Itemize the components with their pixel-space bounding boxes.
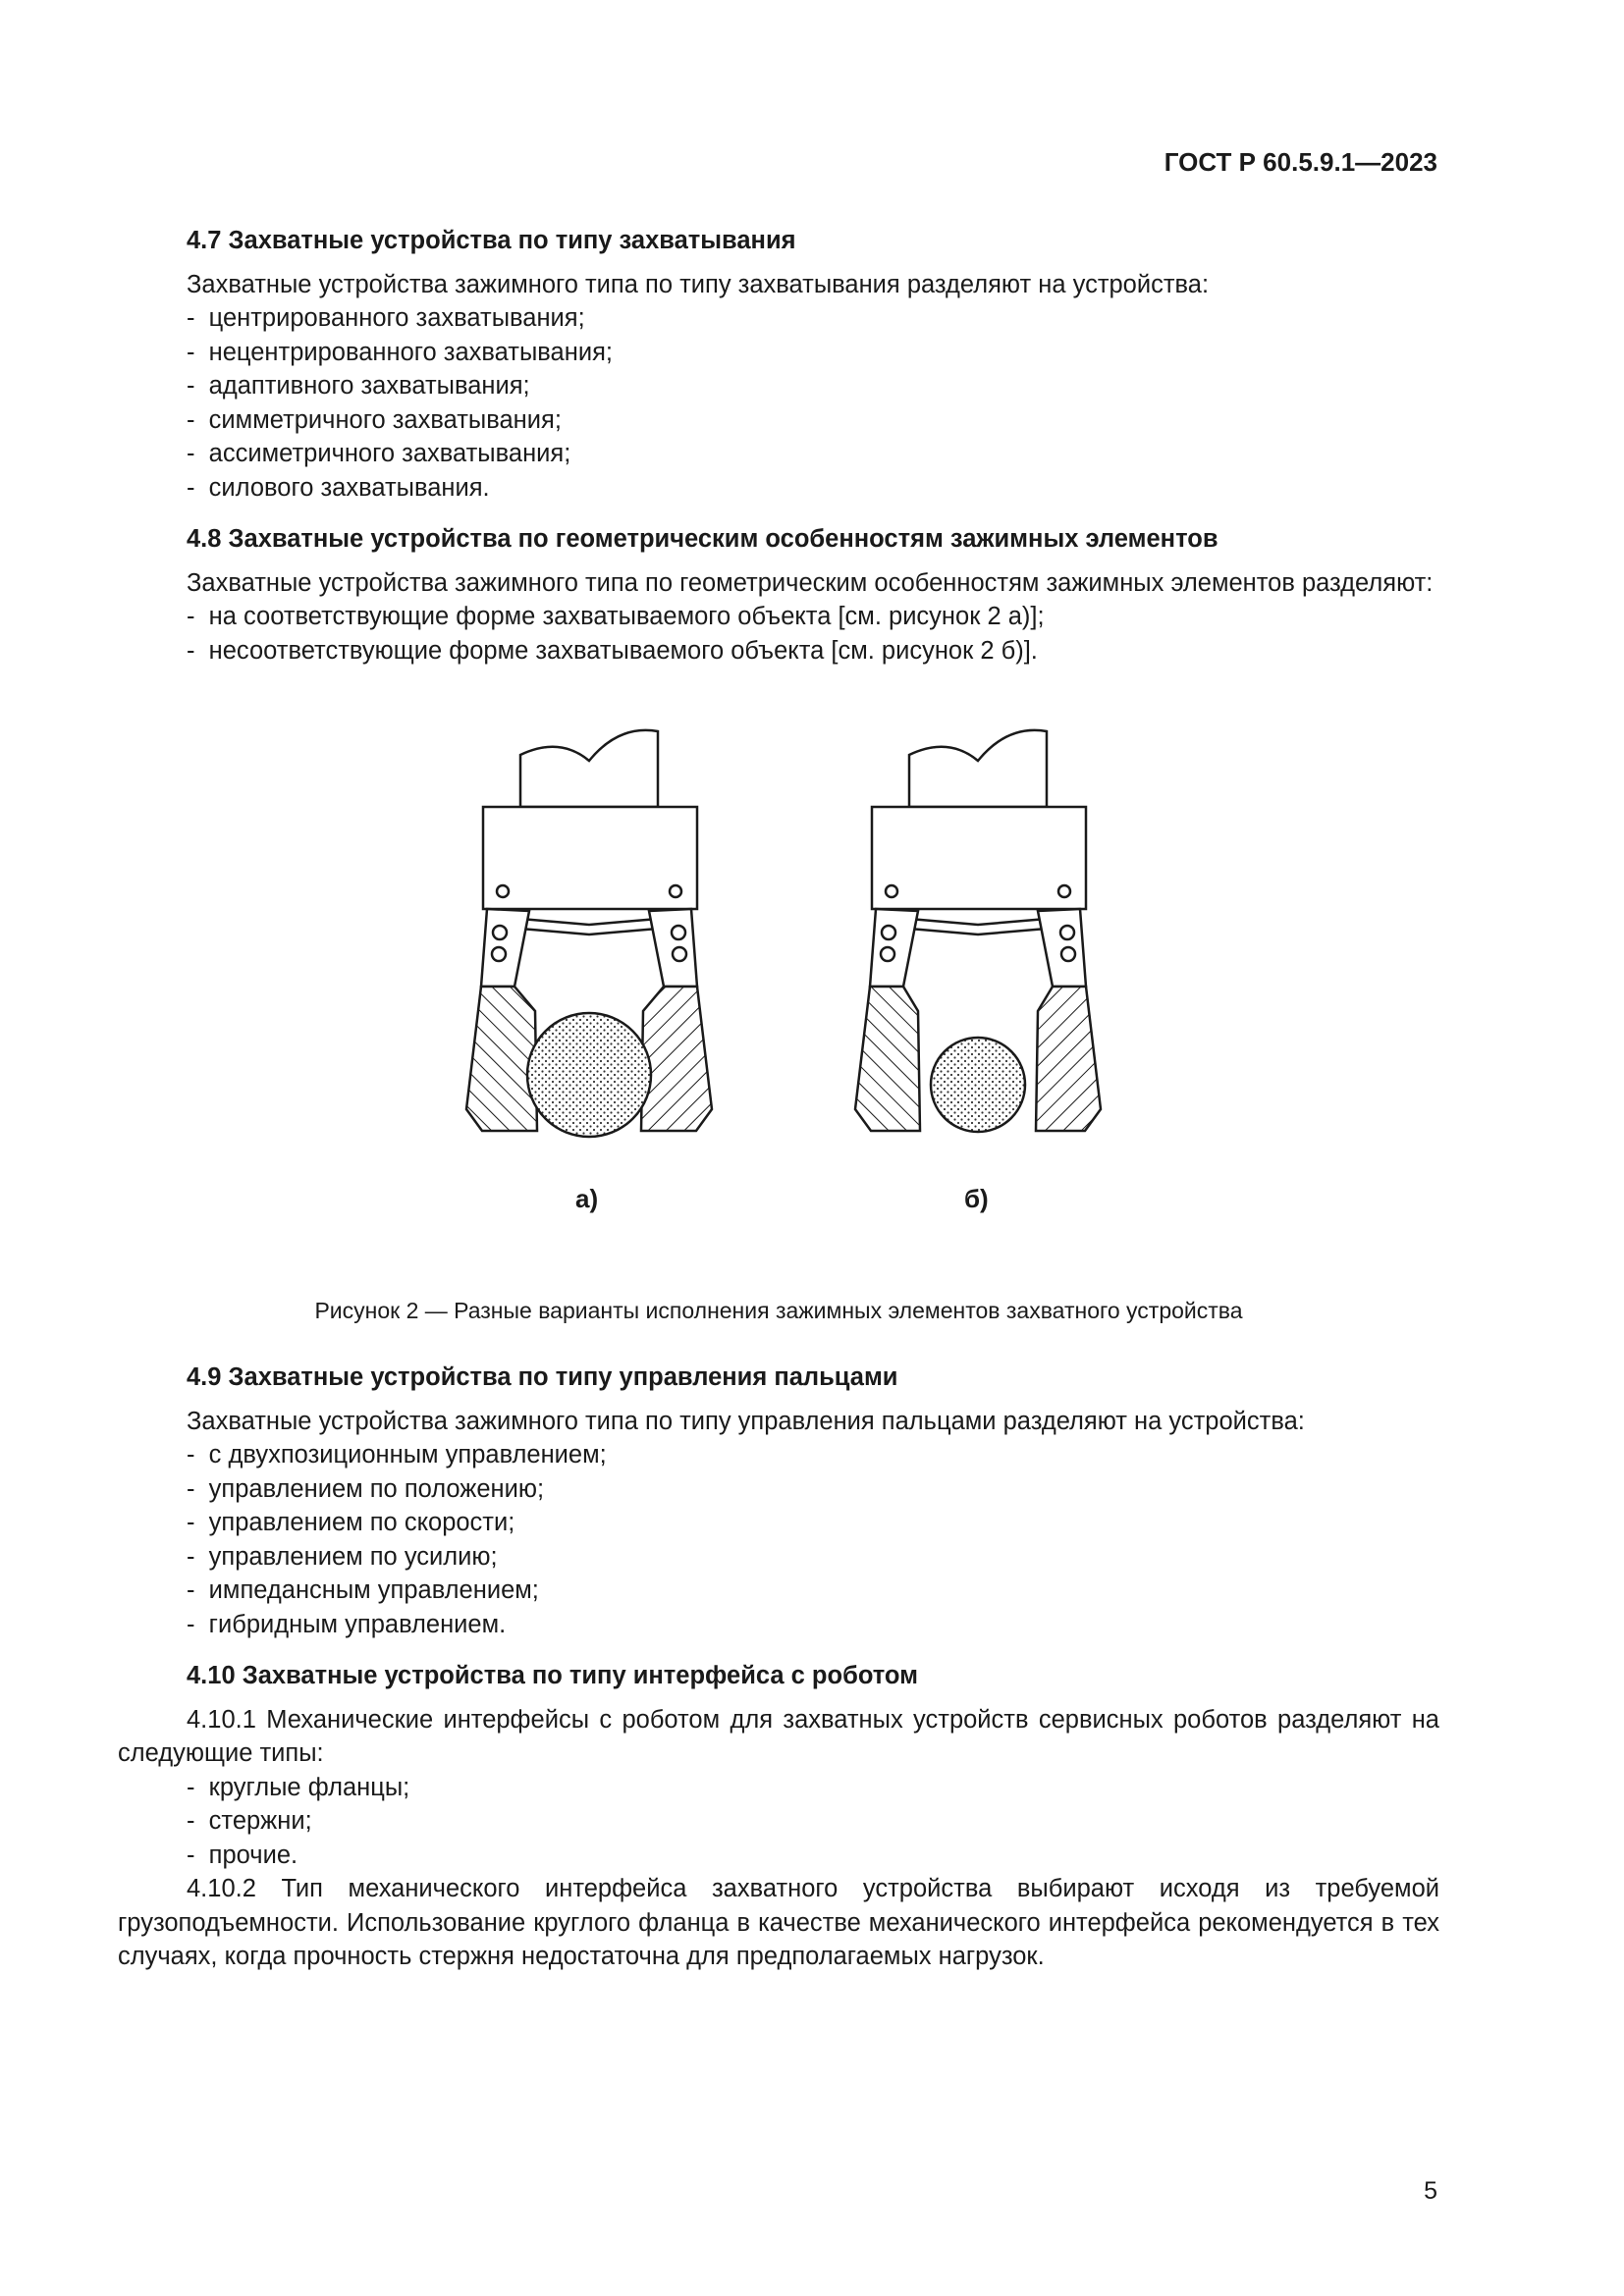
list-item: - адаптивного захватывания; <box>187 369 1439 403</box>
list-item: - на соответствующие форме захватываемого объекта [см. рисунок 2 а)]; <box>187 600 1439 634</box>
list-item: - гибридным управлением. <box>187 1608 1439 1642</box>
gripper-b-drawing <box>855 730 1101 1132</box>
gripper-diagram <box>118 667 1439 1256</box>
list-item: - несоответствующие форме захватываемого объекта [см. рисунок 2 б)]. <box>187 634 1439 668</box>
section-4-10-list <box>118 1771 1439 1873</box>
document-body <box>118 224 1439 1974</box>
section-4-9-list <box>118 1438 1439 1641</box>
list-item: - центрированного захватывания; <box>187 301 1439 336</box>
section-4-9-title: 4.9 Захватные устройства по типу управления пальцами <box>187 1363 898 1391</box>
section-4-7-title: 4.7 Захватные устройства по типу захватывания <box>187 227 796 254</box>
list-item: - силового захватывания. <box>187 471 1439 506</box>
list-item: - управлением по скорости; <box>187 1506 1439 1540</box>
section-4-10-title: 4.10 Захватные устройства по типу интерфейса с роботом <box>187 1662 919 1689</box>
section-4-7-intro: Захватные устройства зажимного типа по типу захватывания разделяют на устройства: <box>187 270 1210 298</box>
list-item: - стержни; <box>187 1804 1439 1839</box>
section-4-8-list <box>118 600 1439 667</box>
list-item: - нецентрированного захватывания; <box>187 336 1439 370</box>
list-item: - импедансным управлением; <box>187 1574 1439 1608</box>
section-4-8-intro: Захватные устройства зажимного типа по геометрическим особенностям зажимных элементов разделяют: <box>187 568 1434 597</box>
gripper-a-drawing <box>466 730 712 1137</box>
figure-2 <box>118 667 1439 1296</box>
section-4-9-intro: Захватные устройства зажимного типа по типу управления пальцами разделяют на устройства: <box>187 1407 1305 1435</box>
list-item: - круглые фланцы; <box>187 1771 1439 1805</box>
list-item: - ассиметричного захватывания; <box>187 437 1439 471</box>
list-item: - управлением по положению; <box>187 1472 1439 1507</box>
list-item: - симметричного захватывания; <box>187 403 1439 438</box>
list-item: - с двухпозиционным управлением; <box>187 1438 1439 1472</box>
section-4-7-list <box>118 301 1439 505</box>
section-4-8-title: 4.8 Захватные устройства по геометрическим особенностям зажимных элементов <box>187 525 1218 553</box>
list-item: - управлением по усилию; <box>187 1540 1439 1575</box>
list-item: - прочие. <box>187 1839 1439 1873</box>
document-code: ГОСТ Р 60.5.9.1—2023 <box>1164 147 1437 177</box>
section-4-10-2-text: 4.10.2 Тип механического интерфейса захватного устройства выбирают исходя из требуемой грузоподъемности. Использование круглого фланца в качестве механического интерфейса рекомендуется в тех случаях, когда прочность стержня недостаточна для предполагаемых нагрузок. <box>118 1875 1439 1970</box>
figure-caption: Рисунок 2 — Разные варианты исполнения зажимных элементов захватного устройства <box>314 1298 1243 1323</box>
page-number: 5 <box>1424 2177 1437 2205</box>
section-4-10-1-text: 4.10.1 Механические интерфейсы с роботом для захватных устройств сервисных роботов разделяют на следующие типы: <box>118 1705 1439 1767</box>
figure-label-a: а) <box>575 1184 599 1213</box>
figure-label-b: б) <box>964 1184 989 1213</box>
